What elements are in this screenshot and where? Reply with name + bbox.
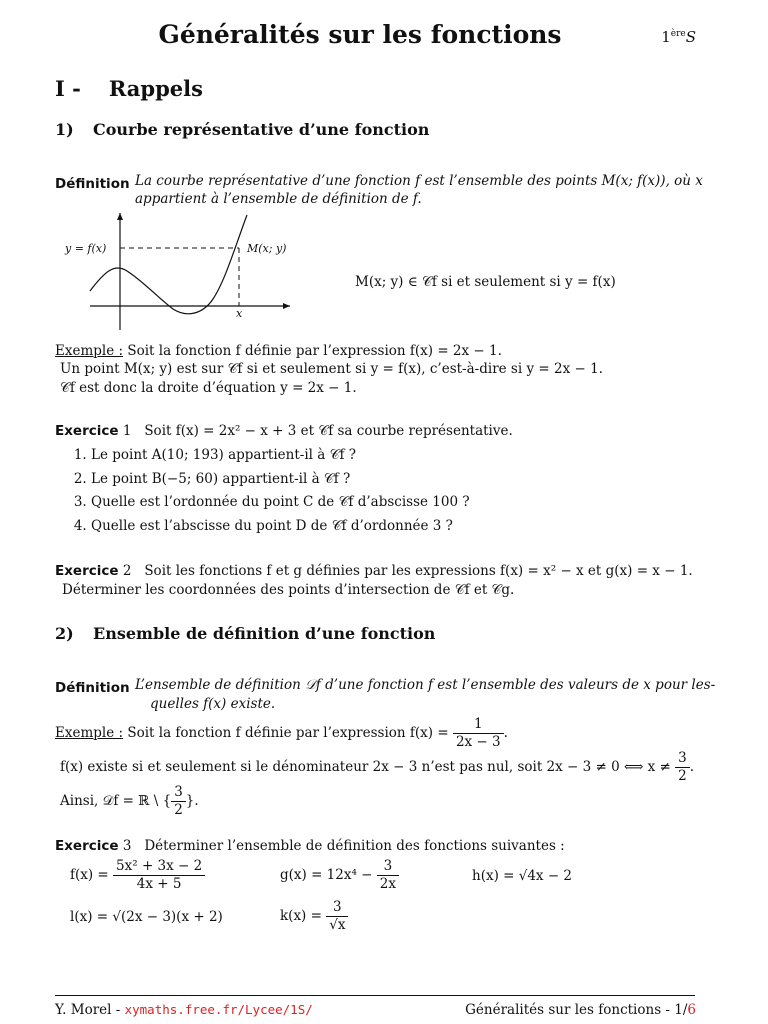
fraction: $\frac{3}{2}$: [171, 784, 186, 819]
page-title: Généralités sur les fonctions: [158, 20, 562, 49]
definition-text-2a: L’ensemble de définition 𝒟f d’une fonction f est l’ensemble des valeurs de x pour les-: [135, 677, 716, 693]
curve: [90, 215, 247, 314]
exercice-1-statement: Exercice 1 Soit f(x) = 2x² − x + 3 et 𝒞f sa courbe représentative.: [55, 423, 513, 439]
grade-label: 1èreS: [661, 28, 696, 46]
function-k: k(x) = $\frac{3}{√x}$: [280, 899, 348, 934]
subsection-heading-2: 2) Ensemble de définition d’une fonction: [55, 624, 436, 643]
definition-text-1b: appartient à l’ensemble de définition de f.: [135, 191, 422, 207]
function-h: h(x) = √4x − 2: [472, 868, 573, 884]
section-heading: I - Rappels: [55, 76, 203, 101]
definition-text-2b: quelles f(x) existe.: [150, 696, 276, 712]
exercice-2-line-2: Déterminer les coordonnées des points d’intersection de 𝒞f et 𝒞g.: [62, 582, 515, 598]
fraction: $\frac{1}{2x - 3}$: [453, 716, 504, 751]
definition-text-1a: La courbe représentative d’une fonction f est l’ensemble des points M(x; f(x)), où x: [135, 173, 703, 189]
exemple-2-line-1: Exemple : Soit la fonction f définie par l’expression f(x) = $\frac{1}{2x - 3}$ .: [55, 716, 508, 750]
x-axis-arrow: [283, 303, 290, 309]
footer-author: Y. Morel - xymaths.free.fr/Lycee/1S/: [55, 1002, 313, 1018]
footer-page: Généralités sur les fonctions - 1/6: [465, 1002, 696, 1018]
function-g: g(x) = 12x⁴ − $\frac{3}{2x}$: [280, 858, 399, 893]
fraction: $\frac{\text{5x² + 3x − 2}}{4x + 5}$: [113, 858, 205, 893]
fraction: $\frac{3}{2}$: [675, 750, 690, 785]
fraction: $\frac{3}{2x}$: [377, 858, 399, 893]
point-label: M(x; y): [247, 242, 287, 255]
list-item: 1. Le point A(10; 193) appartient-il à 𝒞f ?: [91, 444, 470, 468]
definition-label-1: Définition: [55, 176, 130, 192]
function-f: f(x) = $\frac{\text{5x² + 3x − 2}}{4x + 5}$: [70, 858, 205, 893]
exemple-1-line-3: 𝒞f est donc la droite d’équation y = 2x − 1.: [60, 380, 357, 396]
list-item: 4. Quelle est l’abscisse du point D de 𝒞f d’ordonnée 3 ?: [91, 515, 470, 539]
exercice-1-questions: [70, 444, 470, 538]
y-axis-arrow: [117, 213, 123, 220]
function-graph: [55, 205, 305, 335]
y-label: y = f(x): [65, 242, 107, 255]
exemple-1-line-1: Exemple : Soit la fonction f définie par l’expression f(x) = 2x − 1.: [55, 343, 502, 359]
list-item: 3. Quelle est l’ordonnée du point C de 𝒞f d’abscisse 100 ?: [91, 491, 470, 515]
exercice-2-line-1: Exercice 2 Soit les fonctions f et g définies par les expressions f(x) = x² − x et g(x) = x − 1.: [55, 563, 693, 579]
definition-label-2: Définition: [55, 680, 130, 696]
list-item: 2. Le point B(−5; 60) appartient-il à 𝒞f ?: [91, 468, 470, 492]
footer-link[interactable]: xymaths.free.fr/Lycee/1S/: [124, 1002, 313, 1017]
footer-rule: [55, 995, 695, 996]
equivalence-statement: M(x; y) ∈ 𝒞f si et seulement si y = f(x): [355, 274, 616, 290]
exemple-1-line-2: Un point M(x; y) est sur 𝒞f si et seulement si y = f(x), c’est-à-dire si y = 2x − 1.: [60, 361, 603, 377]
subsection-heading-1: 1) Courbe représentative d’une fonction: [55, 120, 430, 139]
x-label: x: [236, 307, 243, 320]
exemple-2-line-3: Ainsi, 𝒟f = ℝ \ { $\frac{3}{2}$ }.: [60, 784, 199, 818]
fraction: $\frac{3}{√x}$: [326, 899, 348, 934]
exercice-3-statement: Exercice 3 Déterminer l’ensemble de définition des fonctions suivantes :: [55, 838, 565, 854]
function-l: l(x) = √(2x − 3)(x + 2): [70, 909, 223, 925]
exemple-2-line-2: f(x) existe si et seulement si le dénominateur 2x − 3 n’est pas nul, soit 2x − 3 ≠ 0 ⟺ x ≠ $\frac{3}{2}$ .: [60, 750, 695, 784]
